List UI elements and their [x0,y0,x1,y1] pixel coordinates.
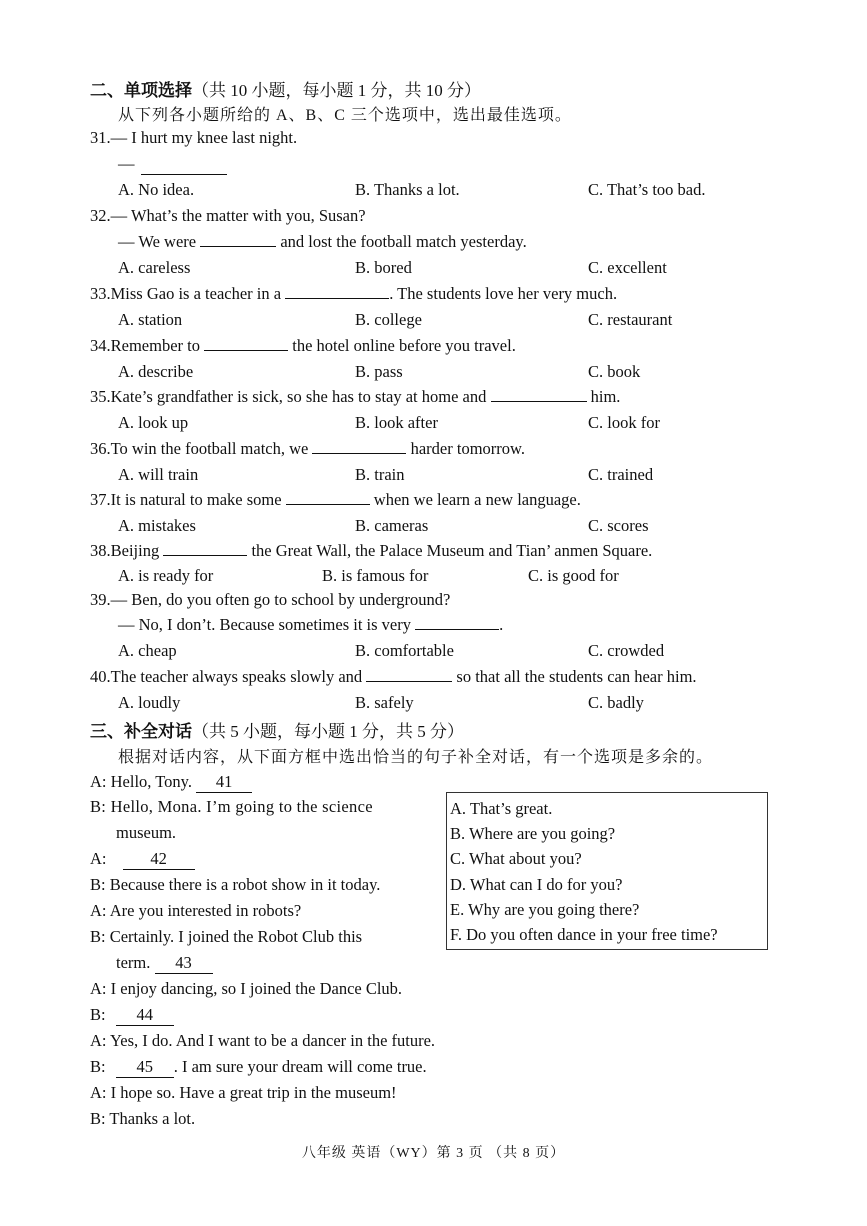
option-b: B. Thanks a lot. [355,180,460,199]
option-c: C. crowded [588,641,665,660]
question-34 [90,336,516,356]
answer-blank [141,174,227,175]
dialogue-line: A: I hope so. Have a great trip in the museum! [90,1083,397,1102]
box-option-c: C. What about you? [450,849,582,868]
option-b: B. comfortable [355,641,454,660]
question-number: 40. [90,667,111,686]
question-text: the Great Wall, the Palace Museum and Tian’ anmen Square. [251,541,653,560]
question-text: It is natural to make some [110,490,282,509]
dialogue-line [90,849,195,870]
blank-45: 45 [116,1057,174,1078]
option-a: A. describe [118,362,194,381]
option-a: A. No idea. [118,180,195,199]
box-option-d: D. What can I do for you? [450,875,623,894]
option-a: A. will train [118,465,199,484]
dialogue-line [116,953,213,974]
option-a: A. cheap [118,641,177,660]
option-a: A. station [118,310,183,329]
blank-41: 41 [196,772,252,793]
blank-42: 42 [123,849,195,870]
question-text: when we learn a new language. [373,490,581,509]
answer-blank [312,439,406,454]
question-32-answer-line [118,232,527,252]
page-footer: 八年级 英语（WY）第 3 页 （共 8 页） [301,1146,566,1161]
question-text: the hotel online before you travel. [292,336,516,355]
blank-43: 43 [155,953,213,974]
option-c: C. trained [588,465,654,484]
question-39 [90,590,450,610]
dialogue-text: A: [90,849,107,868]
option-a: A. mistakes [118,516,196,535]
option-c: C. is good for [528,566,619,585]
box-option-e: E. Why are you going there? [450,900,640,919]
option-b: B. look after [355,413,438,432]
question-text: . The students love her very much. [389,284,618,303]
question-text: — What’s the matter with you, Susan? [110,206,366,225]
section-3-note: （共 5 小题，每小题 1 分，共 5 分） [192,722,464,741]
question-text: To win the football match, we [110,439,309,458]
blank-44: 44 [116,1005,174,1026]
dash: — [118,154,135,173]
dialogue-text: term. [116,953,151,972]
option-b: B. college [355,310,422,329]
dialogue-text: . I am sure your dream will come true. [173,1057,427,1076]
question-33 [90,284,617,304]
answer-blank [204,336,288,351]
question-number: 33. [90,284,111,303]
options-box [446,792,768,950]
question-39-answer-line [118,615,503,635]
option-c: C. excellent [588,258,667,277]
answer-blank [163,541,247,556]
question-text: Beijing [110,541,160,560]
question-32 [90,206,366,226]
section-2-instruction: 从下列各小题所给的 A、B、C 三个选项中，选出最佳选项。 [118,107,572,124]
dialogue-line [90,1057,427,1078]
question-text: — Ben, do you often go to school by underground? [110,590,451,609]
dialogue-line: A: Yes, I do. And I want to be a dancer in the future. [90,1031,436,1050]
dialogue-text: B: [90,1057,106,1076]
option-a: A. look up [118,413,189,432]
option-b: B. bored [355,258,412,277]
option-c: C. scores [588,516,649,535]
option-b: B. safely [355,693,414,712]
dialogue-line: A: I enjoy dancing, so I joined the Dance Club. [90,979,403,998]
question-number: 31. [90,128,111,147]
option-c: C. book [588,362,641,381]
section-3-heading: 三、补全对话 [90,722,192,741]
section-2-note: （共 10 小题，每小题 1 分，共 10 分） [192,81,481,100]
question-text: so that all the students can hear him. [456,667,697,686]
question-text: The teacher always speaks slowly and [110,667,363,686]
dialogue-line: museum. [116,823,177,842]
dialogue-text: B: [90,1005,106,1024]
section-2-title [90,76,481,101]
question-number: 39. [90,590,111,609]
option-b: B. cameras [355,516,429,535]
question-number: 32. [90,206,111,225]
option-b: B. is famous for [322,566,429,585]
option-b: B. train [355,465,405,484]
question-number: 38. [90,541,111,560]
question-text: and lost the football match yesterday. [280,232,527,251]
option-c: C. look for [588,413,660,432]
question-number: 37. [90,490,111,509]
option-a: A. is ready for [118,566,214,585]
box-option-f: F. Do you often dance in your free time? [450,925,718,944]
dialogue-text: A: Hello, Tony. [90,772,192,791]
question-number: 34. [90,336,111,355]
dialogue-line [90,1005,174,1026]
question-text: Kate’s grandfather is sick, so she has to stay at home and [110,387,487,406]
answer-blank [285,284,389,299]
answer-blank [366,667,452,682]
question-text: him. [590,387,621,406]
box-option-a: A. That’s great. [450,799,553,818]
section-3-title [90,717,464,742]
question-text: Remember to [110,336,200,355]
option-a: A. loudly [118,693,181,712]
answer-blank [491,387,587,402]
option-c: C. That’s too bad. [588,180,706,199]
option-c: C. restaurant [588,310,673,329]
question-38 [90,541,652,561]
dialogue-line [90,772,252,793]
dialogue-line: B: Hello, Mona. I’m going to the science [90,797,373,816]
answer-blank [286,490,370,505]
question-text: — We were [118,232,197,251]
question-text: . [499,615,504,634]
question-text: — I hurt my knee last night. [110,128,298,147]
option-b: B. pass [355,362,403,381]
dialogue-line: B: Thanks a lot. [90,1109,196,1128]
question-text: — No, I don’t. Because sometimes it is very [118,615,411,634]
answer-blank [200,232,276,247]
dialogue-line: B: Because there is a robot show in it today. [90,875,381,894]
question-text: harder tomorrow. [410,439,525,458]
dialogue-line: B: Certainly. I joined the Robot Club this [90,927,363,946]
section-3-instruction: 根据对话内容，从下面方框中选出恰当的句子补全对话，有一个选项是多余的。 [118,749,714,766]
question-37 [90,490,581,510]
question-31 [90,128,297,148]
box-option-b: B. Where are you going? [450,824,616,843]
answer-blank [415,615,499,630]
question-31-answer-line [118,154,135,174]
option-c: C. badly [588,693,644,712]
question-number: 35. [90,387,111,406]
question-40 [90,667,697,687]
option-a: A. careless [118,258,191,277]
question-number: 36. [90,439,111,458]
section-2-heading: 二、单项选择 [90,81,192,100]
question-text: Miss Gao is a teacher in a [110,284,282,303]
question-35 [90,387,620,407]
question-36 [90,439,525,459]
dialogue-line: A: Are you interested in robots? [90,901,302,920]
